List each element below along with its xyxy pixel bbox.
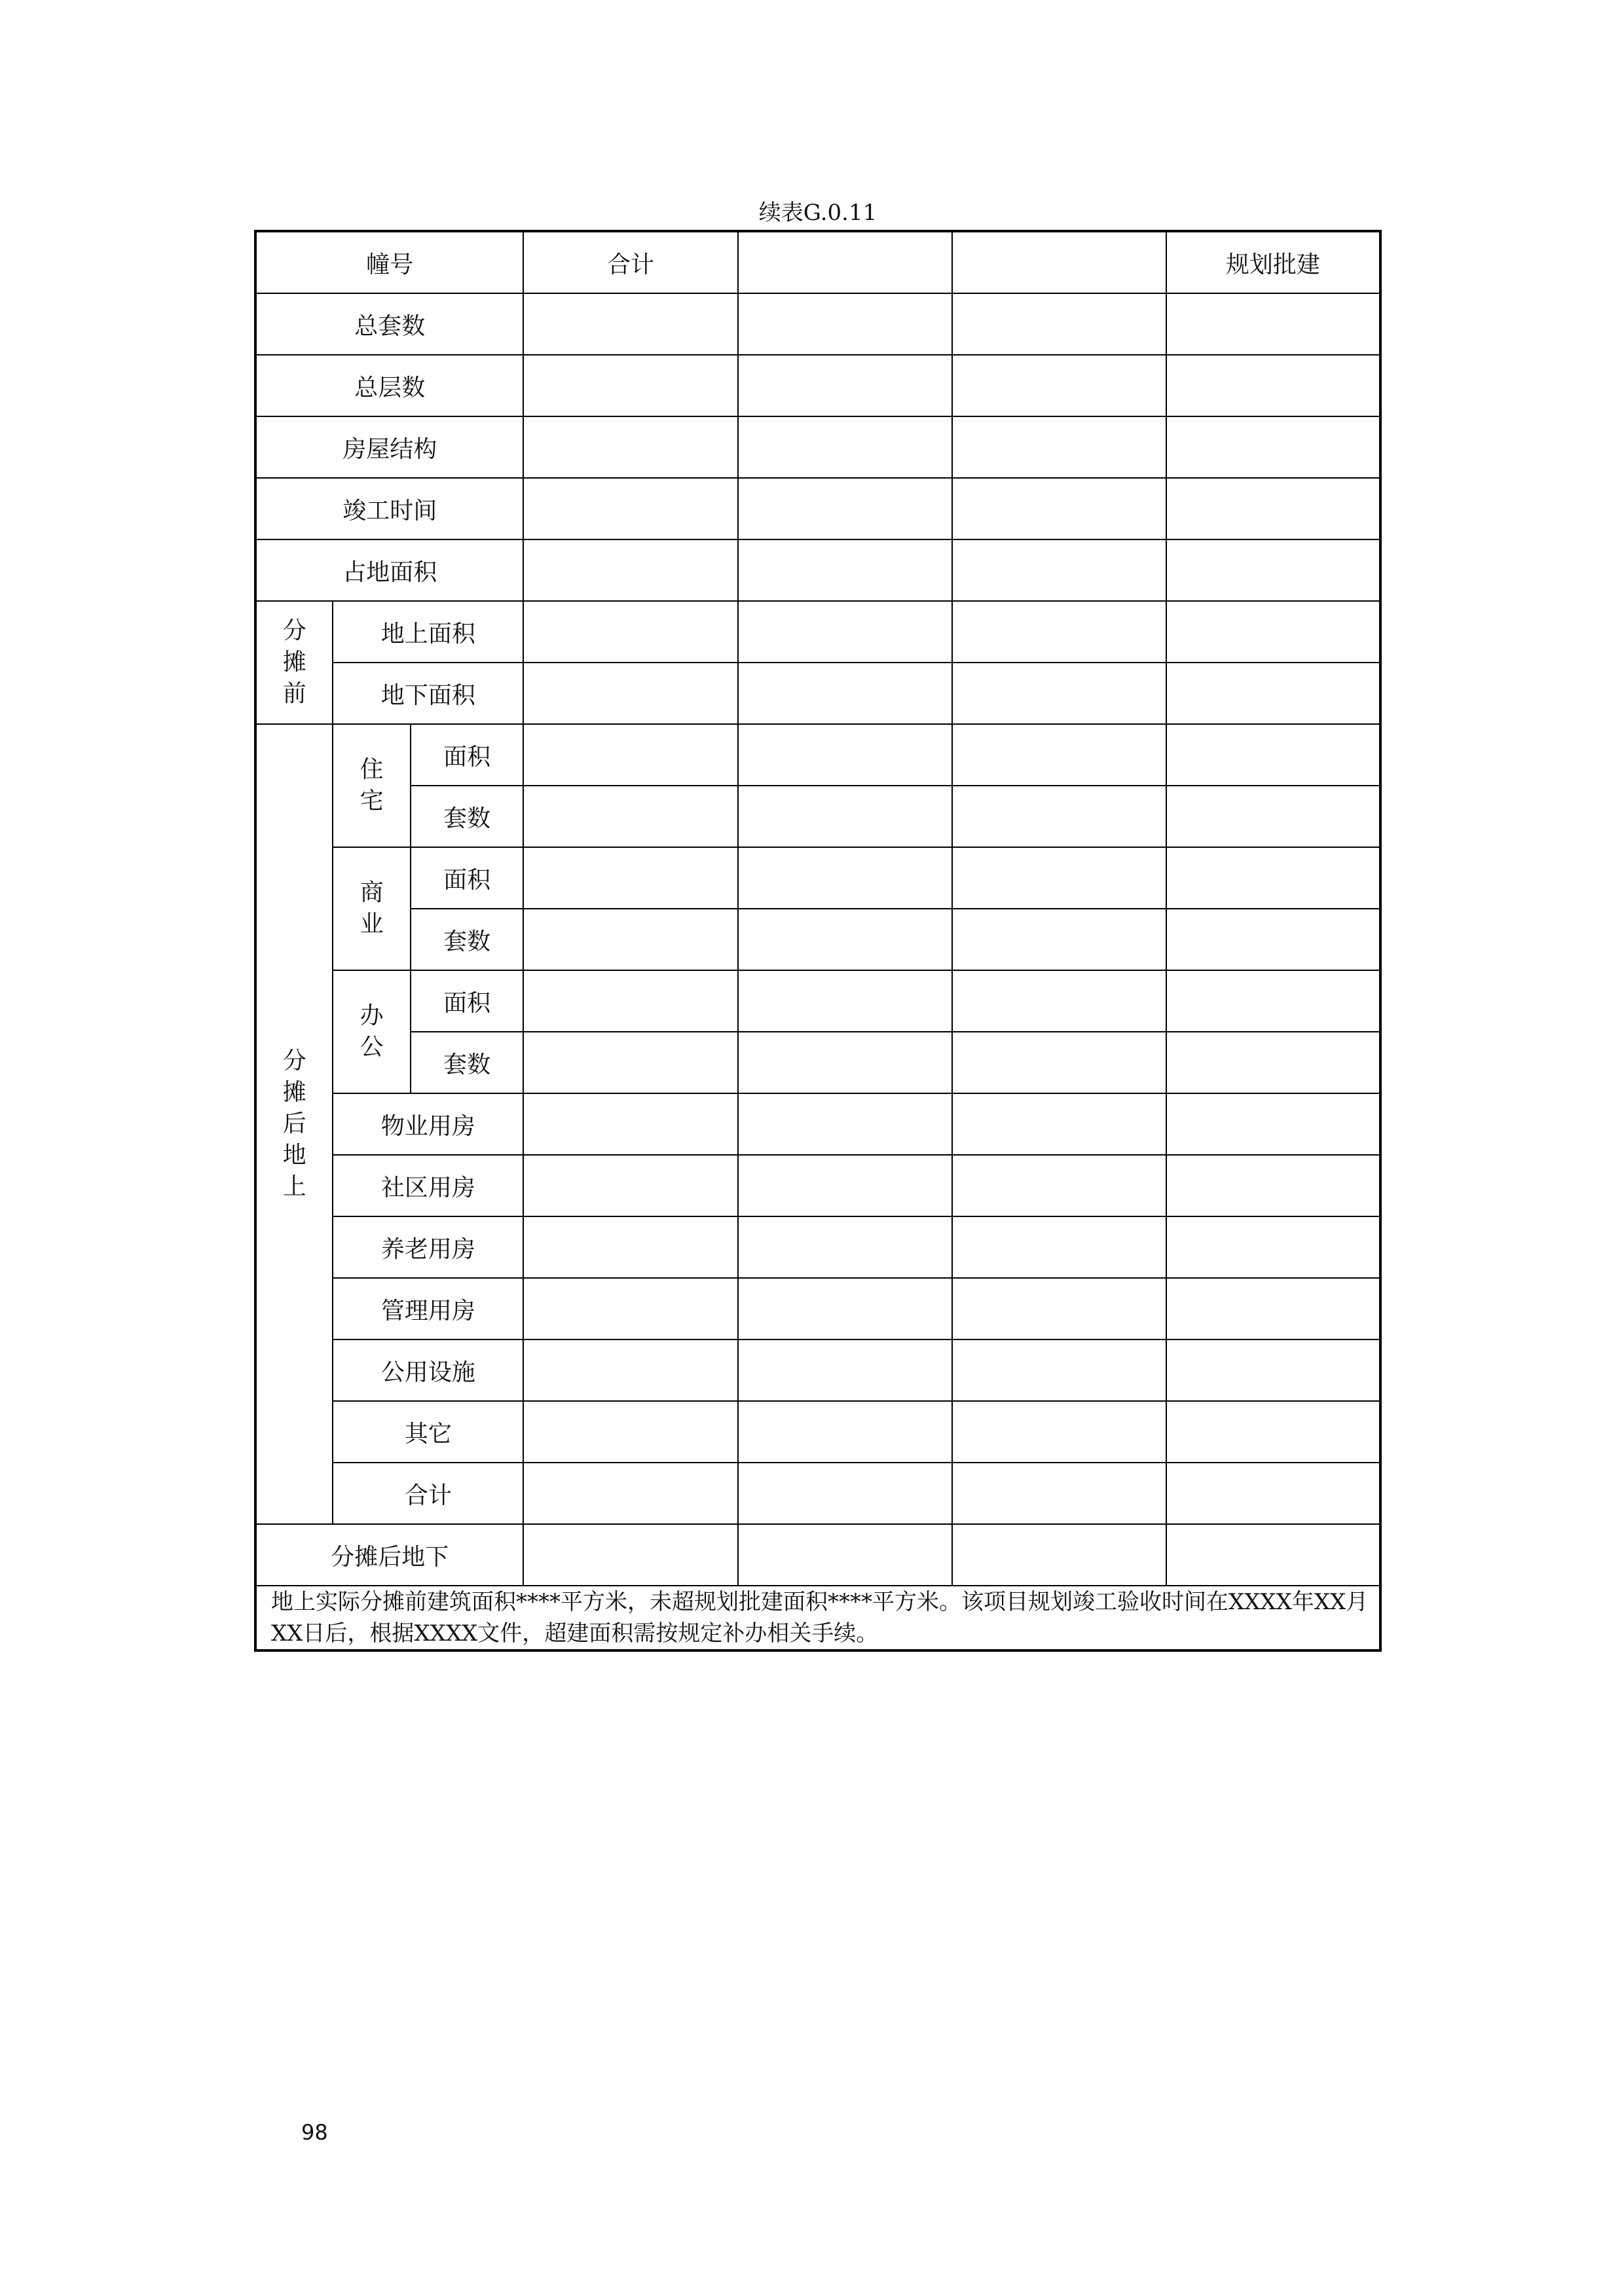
table-row (255, 416, 1380, 478)
table-cell[interactable] (523, 663, 737, 724)
group-label-char: 后 (282, 1110, 306, 1137)
table-cell[interactable] (952, 416, 1166, 478)
table-cell[interactable] (1166, 1093, 1380, 1155)
table-cell[interactable] (952, 1032, 1166, 1093)
table-cell[interactable] (738, 1216, 952, 1278)
table-cell[interactable] (1166, 1216, 1380, 1278)
page-number: 98 (301, 2120, 328, 2145)
table-cell[interactable] (1166, 1278, 1380, 1339)
table-cell[interactable] (523, 355, 737, 416)
table-cell[interactable] (738, 1524, 952, 1586)
table-cell[interactable] (523, 293, 737, 355)
row-label-total-units: 总套数 (255, 293, 523, 355)
table-cell[interactable] (738, 601, 952, 663)
table-row (255, 1278, 1380, 1339)
table-cell[interactable] (1166, 355, 1380, 416)
table-cell[interactable] (1166, 1524, 1380, 1586)
table-cell[interactable] (523, 478, 737, 539)
row-label-above-ground-area: 地上面积 (333, 601, 523, 663)
table-row (255, 909, 1380, 970)
sub-label-char: 宅 (360, 788, 384, 814)
table-cell[interactable] (523, 1093, 737, 1155)
table-cell[interactable] (523, 847, 737, 909)
sub-label-char: 公 (360, 1034, 384, 1061)
table-cell[interactable] (952, 1155, 1166, 1216)
row-label-management: 管理用房 (333, 1278, 523, 1339)
table-cell[interactable] (523, 1339, 737, 1401)
table-row (255, 601, 1380, 663)
table-cell[interactable] (1166, 293, 1380, 355)
table-row (255, 293, 1380, 355)
table-cell[interactable] (523, 1216, 737, 1278)
header-total: 合计 (523, 231, 737, 293)
row-label-commercial-units: 套数 (411, 909, 524, 970)
table-cell[interactable] (1166, 663, 1380, 724)
table-cell[interactable] (952, 847, 1166, 909)
row-label-total-floors: 总层数 (255, 355, 523, 416)
row-label-structure: 房屋结构 (255, 416, 523, 478)
row-label-office-area: 面积 (411, 970, 524, 1032)
table-cell[interactable] (738, 724, 952, 786)
table-cell[interactable] (523, 1401, 737, 1463)
table-cell[interactable] (738, 970, 952, 1032)
table-cell[interactable] (523, 1032, 737, 1093)
table-cell[interactable] (952, 1401, 1166, 1463)
table-row (255, 478, 1380, 539)
table-row (255, 663, 1380, 724)
sub-label-residential (333, 724, 410, 847)
table-row (255, 1032, 1380, 1093)
table-cell[interactable] (523, 539, 737, 601)
table-cell[interactable] (1166, 1032, 1380, 1093)
table-cell[interactable] (1166, 970, 1380, 1032)
table-cell[interactable] (1166, 1463, 1380, 1524)
sub-label-office (333, 970, 410, 1093)
building-area-table (254, 230, 1382, 1652)
table-cell[interactable] (952, 786, 1166, 847)
sub-label-commercial (333, 847, 410, 970)
table-cell[interactable] (738, 1278, 952, 1339)
table-caption: 续表G.0.11 (758, 200, 877, 226)
table-cell[interactable] (738, 909, 952, 970)
table-cell[interactable] (952, 1216, 1166, 1278)
table-row (255, 1339, 1380, 1401)
table-cell[interactable] (738, 539, 952, 601)
table-row (255, 1155, 1380, 1216)
header-planned: 规划批建 (1166, 231, 1380, 293)
row-label-other: 其它 (333, 1401, 523, 1463)
group-label-char: 上 (282, 1173, 306, 1200)
table-cell[interactable] (738, 1401, 952, 1463)
sub-label-char: 办 (360, 1002, 384, 1029)
note-row (255, 1586, 1380, 1650)
table-cell[interactable] (1166, 539, 1380, 601)
table-row (255, 1216, 1380, 1278)
row-label-subtotal: 合计 (333, 1463, 523, 1524)
table-cell[interactable] (952, 601, 1166, 663)
table-cell[interactable] (1166, 724, 1380, 786)
group-label-post-allocation-above (255, 724, 333, 1524)
table-cell[interactable] (523, 909, 737, 970)
table-cell[interactable] (952, 1278, 1166, 1339)
table-cell[interactable] (1166, 478, 1380, 539)
table-cell[interactable] (952, 539, 1166, 601)
table-cell[interactable] (952, 970, 1166, 1032)
table-cell[interactable] (738, 847, 952, 909)
table-cell[interactable] (952, 1093, 1166, 1155)
table-row (255, 786, 1380, 847)
row-label-post-allocation-below: 分摊后地下 (255, 1524, 523, 1586)
table-cell[interactable] (523, 724, 737, 786)
table-cell[interactable] (738, 355, 952, 416)
table-row (255, 847, 1380, 909)
group-label-char: 地 (282, 1142, 306, 1169)
table-cell[interactable] (738, 1093, 952, 1155)
table-cell[interactable] (952, 1339, 1166, 1401)
table-row (255, 1524, 1380, 1586)
group-label-char: 分 (282, 1048, 306, 1074)
table-cell[interactable] (738, 1339, 952, 1401)
table-cell[interactable] (523, 416, 737, 478)
table-cell[interactable] (738, 663, 952, 724)
sub-label-char: 住 (360, 756, 384, 783)
table-row (255, 1093, 1380, 1155)
table-cell[interactable] (1166, 601, 1380, 663)
table-cell[interactable] (738, 1155, 952, 1216)
table-cell[interactable] (952, 355, 1166, 416)
header-row (255, 231, 1380, 293)
table-cell[interactable] (1166, 1401, 1380, 1463)
table-cell[interactable] (523, 1463, 737, 1524)
group-label-char: 前 (282, 680, 306, 707)
group-label-pre-allocation (255, 601, 333, 724)
table-cell[interactable] (952, 1524, 1166, 1586)
table-cell[interactable] (1166, 1155, 1380, 1216)
table-cell[interactable] (738, 786, 952, 847)
table-cell[interactable] (952, 293, 1166, 355)
table-row (255, 1401, 1380, 1463)
header-col4[interactable] (952, 231, 1166, 293)
row-label-commercial-area: 面积 (411, 847, 524, 909)
row-label-public-facilities: 公用设施 (333, 1339, 523, 1401)
row-label-completion-time: 竣工时间 (255, 478, 523, 539)
table-cell[interactable] (738, 416, 952, 478)
table-row (255, 724, 1380, 786)
header-building-no: 幢号 (255, 231, 523, 293)
table-cell[interactable] (1166, 847, 1380, 909)
table-cell[interactable] (523, 601, 737, 663)
table-row (255, 970, 1380, 1032)
table-cell[interactable] (952, 724, 1166, 786)
table-cell[interactable] (523, 1278, 737, 1339)
row-label-residential-units: 套数 (411, 786, 524, 847)
table-cell[interactable] (952, 1463, 1166, 1524)
row-label-land-area: 占地面积 (255, 539, 523, 601)
table-cell[interactable] (738, 1032, 952, 1093)
group-label-char: 摊 (282, 649, 306, 676)
table-cell[interactable] (523, 1524, 737, 1586)
sub-label-char: 商 (360, 879, 384, 906)
table-cell[interactable] (738, 478, 952, 539)
table-row (255, 539, 1380, 601)
row-label-elderly-care: 养老用房 (333, 1216, 523, 1278)
table-cell[interactable] (1166, 416, 1380, 478)
table-cell[interactable] (1166, 909, 1380, 970)
header-col3[interactable] (738, 231, 952, 293)
table-cell[interactable] (738, 1463, 952, 1524)
row-label-community: 社区用房 (333, 1155, 523, 1216)
table-cell[interactable] (523, 970, 737, 1032)
row-label-residential-area: 面积 (411, 724, 524, 786)
table-cell[interactable] (952, 909, 1166, 970)
table-cell[interactable] (523, 1155, 737, 1216)
row-label-property-management: 物业用房 (333, 1093, 523, 1155)
group-label-char: 摊 (282, 1079, 306, 1106)
sub-label-char: 业 (360, 911, 384, 938)
table-cell[interactable] (952, 478, 1166, 539)
group-label-char: 分 (282, 617, 306, 644)
row-label-office-units: 套数 (411, 1032, 524, 1093)
table-cell[interactable] (738, 293, 952, 355)
table-cell[interactable] (1166, 1339, 1380, 1401)
table-row (255, 1463, 1380, 1524)
table-note: 地上实际分摊前建筑面积****平方米，未超规划批建面积****平方米。该项目规划竣工验收时间在XXXX年XX月XX日后，根据XXXX文件，超建面积需按规定补办相关手续。 (255, 1586, 1380, 1650)
table-cell[interactable] (952, 663, 1166, 724)
row-label-below-ground-area: 地下面积 (333, 663, 523, 724)
table-cell[interactable] (523, 786, 737, 847)
table-row (255, 355, 1380, 416)
table-cell[interactable] (1166, 786, 1380, 847)
